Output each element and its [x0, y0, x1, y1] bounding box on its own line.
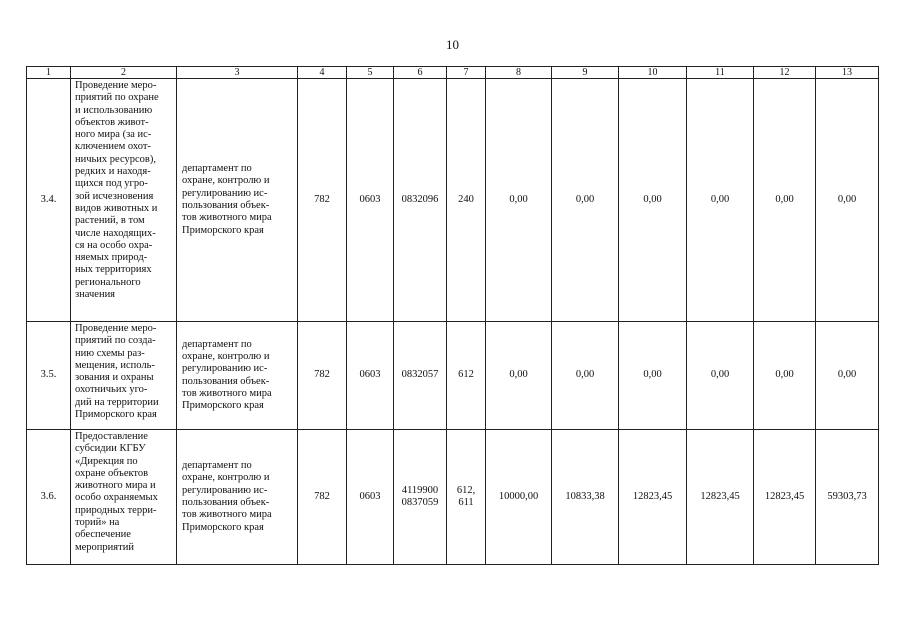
responsible-executor: департамент по охране, контролю и регулированию ис- пользования объек- тов животного мира Приморского края — [177, 430, 298, 565]
amount-cell: 0,00 — [486, 79, 552, 322]
budget-table — [26, 66, 879, 565]
amount-cell: 12823,45 — [619, 430, 687, 565]
column-header: 7 — [447, 67, 486, 79]
code-cell: 4119900 0837059 — [394, 430, 447, 565]
code-cell: 0832096 — [394, 79, 447, 322]
amount-cell: 59303,73 — [816, 430, 879, 565]
column-number-row — [27, 67, 879, 79]
amount-cell: 10000,00 — [486, 430, 552, 565]
amount-cell: 0,00 — [687, 79, 754, 322]
table-row — [27, 322, 879, 430]
code-cell: 782 — [298, 79, 347, 322]
code-cell: 612 — [447, 322, 486, 430]
table-row — [27, 79, 879, 322]
amount-cell: 10833,38 — [552, 430, 619, 565]
column-header: 6 — [394, 67, 447, 79]
amount-cell: 12823,45 — [754, 430, 816, 565]
amount-cell: 0,00 — [552, 322, 619, 430]
column-header: 3 — [177, 67, 298, 79]
row-number: 3.6. — [27, 430, 71, 565]
code-cell: 0603 — [347, 79, 394, 322]
amount-cell: 0,00 — [687, 322, 754, 430]
measure-name: Проведение меро- приятий по охране и использованию объектов живот- ного мира (за ис- ключением охот- ничьих ресурсов), редких и находя- щихся под угро- зой исчезновения видов животных и растений, в том числе находящих- ся на особо охра- няемых природ- ных территориях регионального значения — [71, 79, 177, 322]
code-cell: 782 — [298, 430, 347, 565]
amount-cell: 0,00 — [486, 322, 552, 430]
page-number: 10 — [446, 37, 459, 52]
amount-cell: 0,00 — [754, 79, 816, 322]
code-cell: 612, 611 — [447, 430, 486, 565]
row-number: 3.4. — [27, 79, 71, 322]
column-header: 12 — [754, 67, 816, 79]
column-header: 2 — [71, 67, 177, 79]
column-header: 8 — [486, 67, 552, 79]
code-cell: 0603 — [347, 322, 394, 430]
amount-cell: 0,00 — [754, 322, 816, 430]
measure-name: Проведение меро- приятий по созда- нию схемы раз- мещения, исполь- зования и охраны охотничьих уго- дий на территории Приморского края — [71, 322, 177, 430]
amount-cell: 12823,45 — [687, 430, 754, 565]
column-header: 11 — [687, 67, 754, 79]
column-header: 4 — [298, 67, 347, 79]
column-header: 5 — [347, 67, 394, 79]
amount-cell: 0,00 — [816, 79, 879, 322]
code-cell: 0603 — [347, 430, 394, 565]
code-cell: 0832057 — [394, 322, 447, 430]
column-header: 9 — [552, 67, 619, 79]
code-cell: 782 — [298, 322, 347, 430]
table-row — [27, 430, 879, 565]
code-cell: 240 — [447, 79, 486, 322]
responsible-executor: департамент по охране, контролю и регулированию ис- пользования объек- тов животного мира Приморского края — [177, 322, 298, 430]
amount-cell: 0,00 — [816, 322, 879, 430]
amount-cell: 0,00 — [619, 322, 687, 430]
column-header: 10 — [619, 67, 687, 79]
column-header: 13 — [816, 67, 879, 79]
responsible-executor: департамент по охране, контролю и регулированию ис- пользования объек- тов животного мира Приморского края — [177, 79, 298, 322]
amount-cell: 0,00 — [552, 79, 619, 322]
row-number: 3.5. — [27, 322, 71, 430]
column-header: 1 — [27, 67, 71, 79]
measure-name: Предоставление субсидии КГБУ «Дирекция по охране объектов животного мира и особо охраняемых природных терри- торий» на обеспечение мероприятий — [71, 430, 177, 565]
amount-cell: 0,00 — [619, 79, 687, 322]
